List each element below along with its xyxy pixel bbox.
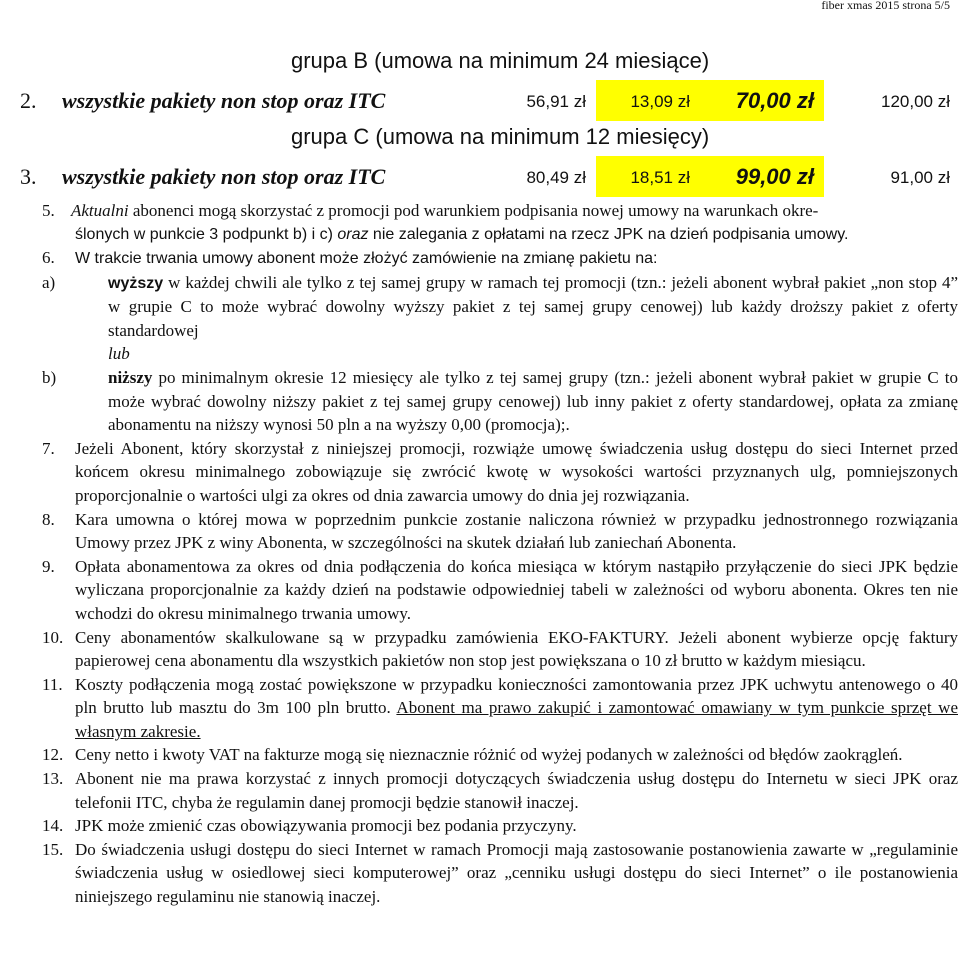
group-c-row-name: wszystkie pakiety non stop oraz ITC — [62, 164, 386, 189]
item-5-line-1: abonenci mogą skorzystać z promocji pod warunkiem podpisania nowej umowy na warunkach okre- — [128, 201, 819, 220]
group-c-standard-price: 91,00 zł — [890, 168, 950, 187]
item-10 — [42, 626, 958, 673]
item-6-option-a-bold: wyższy — [108, 274, 164, 292]
item-5-oraz: oraz — [337, 226, 369, 243]
item-5-number: 5. — [42, 201, 55, 220]
group-c-row-number: 3. — [20, 164, 37, 189]
item-6-option-a-text: w każdej chwili ale tylko z tej samej grupy w ramach tej promocji (tzn.: jeżeli abonent wybrał pakiet „non stop 4” w grupie C to może wybrać dowolny wyższy pakiet z tej samej grupy cenowej) lub każdy droższy pakiet z oferty standardowej — [108, 272, 958, 340]
item-11-underlined: Abonent ma prawo zakupić i zamontować omawiany w tym punkcie sprzęt we własnym zakresie. — [75, 698, 958, 741]
item-13-number: 13. — [42, 769, 64, 789]
item-6-lub-text: lub — [108, 344, 130, 364]
item-7-text: Jeżeli Abonent, który skorzystał z niniejszej promocji, rozwiąże umowę świadczenia usług dostępu do sieci Internet przed końcem okresu minimalnego zobowiązuje się zwrócić kwotę w wysokości wartości przyznanych ulg, pomniejszonych proporcjonalnie o wartości ulgi za okres od dnia zawarcia umowy do dnia jej rozwiązania. — [75, 438, 958, 505]
item-10-number: 10. — [42, 627, 64, 647]
item-15-number: 15. — [42, 839, 64, 859]
item-5-line-2 — [75, 223, 848, 247]
item-6-intro: W trakcie trwania umowy abonent może złożyć zamówienie na zmianę pakietu na: — [75, 250, 658, 267]
item-15-text: Do świadczenia usługi dostępu do sieci Internet w ramach Promocji mają zastosowanie postanowienia zawarte w „regulaminie świadczenia usług w osiedlowej sieci komputerowej” oraz „cenniku usługi dostępu do sieci Internet” o ile postanowienia niniejszego regulaminu nie stanowią inaczej. — [75, 839, 958, 907]
item-12 — [42, 743, 958, 767]
group-c-vat: 18,51 zł — [630, 168, 690, 187]
group-b-title: grupa B (umowa na minimum 24 miesiące) — [291, 48, 710, 73]
item-8-text: Kara umowna o której mowa w poprzednim punkcie zostanie naliczona również w przypadku jednostronnego rozwiązania Umowy przez JPK z winy Abonenta, w szczególności na skutek działań lub zaniechań Abonenta. — [75, 509, 958, 553]
item-13-text: Abonent nie ma prawa korzystać z innych promocji dotyczących świadczenia usług dostępu do Internetu w sieci JPK oraz telefonii ITC, chyba że regulamin danej promocji będzie stanowił inaczej. — [75, 769, 958, 812]
terms-body — [42, 246, 958, 909]
item-11-number: 11. — [42, 674, 63, 694]
item-9-text: Opłata abonamentowa za okres od dnia podłączenia do końca miesiąca w którym nastąpiło przyłączenie do sieci JPK będzie wyliczana proporcjonalnie za każdy dzień na podstawie odpowiedniej tabeli w zależności od wyboru abonenta. Okres ten nie wchodzi do okresu minimalnego trwania umowy. — [75, 556, 958, 623]
item-8 — [42, 508, 958, 555]
group-b-vat: 13,09 zł — [630, 92, 690, 111]
item-7 — [42, 437, 958, 508]
item-6-lub — [42, 342, 958, 366]
item-6-number: 6. — [42, 248, 55, 267]
item-12-text: Ceny netto i kwoty VAT na fakturze mogą się nieznacznie różnić od wyżej podanych w zależności od błędów zaokrągleń. — [75, 745, 903, 765]
item-6-option-b-label: b) — [42, 367, 57, 387]
item-9-number: 9. — [42, 556, 55, 576]
item-14-number: 14. — [42, 816, 64, 836]
item-5 — [42, 199, 818, 223]
item-5-line-2b: nie zalegania z opłatami na rzecz JPK na dzień podpisania umowy. — [368, 226, 849, 243]
group-b-row-number: 2. — [20, 88, 37, 113]
item-12-number: 12. — [42, 745, 64, 765]
item-6-option-a — [42, 271, 958, 343]
item-13 — [42, 767, 958, 814]
item-5-line-2a: ślonych w punkcie 3 podpunkt b) i c) — [75, 226, 338, 243]
item-7-number: 7. — [42, 438, 55, 458]
item-8-number: 8. — [42, 509, 55, 529]
item-9 — [42, 555, 958, 626]
group-c-gross-price: 99,00 zł — [735, 164, 814, 189]
item-14-text: JPK może zmienić czas obowiązywania promocji bez podania przyczyny. — [75, 816, 577, 836]
item-6-option-b-text: po minimalnym okresie 12 miesięcy ale tylko z tej samej grupy (tzn.: jeżeli abonent wybrał pakiet w grupie C to może wybrać dowolny niższy pakiet z tej samej grupy cenowej) lub inny pakiet z oferty standardowej, opłata za zmianę abonamentu na niższy wynosi 50 pln a na wyższy 0,00 (promocja);. — [108, 367, 958, 435]
group-b-gross-price: 70,00 zł — [735, 88, 814, 113]
item-6-option-b — [42, 366, 958, 437]
item-10-text: Ceny abonamentów skalkulowane są w przypadku zamówienia EKO-FAKTURY. Jeżeli abonent wybierze opcję faktury papierowej cena abonamentu dla wszystkich pakietów non stop jest powiększana o 10 zł brutto w każdym miesiącu. — [75, 627, 958, 671]
item-11-text: Koszty podłączenia mogą zostać powiększone w przypadku konieczności zamontowania przez JPK uchwytu antenowego o 40 pln brutto lub masztu do 3m 100 pln brutto. — [75, 674, 958, 718]
item-6 — [42, 246, 958, 271]
group-b-net-price: 56,91 zł — [526, 92, 586, 111]
item-15 — [42, 838, 958, 909]
group-c-title: grupa C (umowa na minimum 12 miesięcy) — [291, 124, 710, 149]
group-b-row-name: wszystkie pakiety non stop oraz ITC — [62, 88, 386, 113]
item-6-option-a-label: a) — [42, 272, 56, 292]
item-5-aktualni: Aktualni — [71, 201, 129, 220]
group-b-standard-price: 120,00 zł — [881, 92, 950, 111]
item-14 — [42, 814, 958, 838]
page-info: fiber xmas 2015 strona 5/5 — [821, 0, 950, 12]
item-6-option-b-bold: niższy — [108, 367, 153, 387]
group-c-net-price: 80,49 zł — [526, 168, 586, 187]
item-11 — [42, 673, 958, 744]
